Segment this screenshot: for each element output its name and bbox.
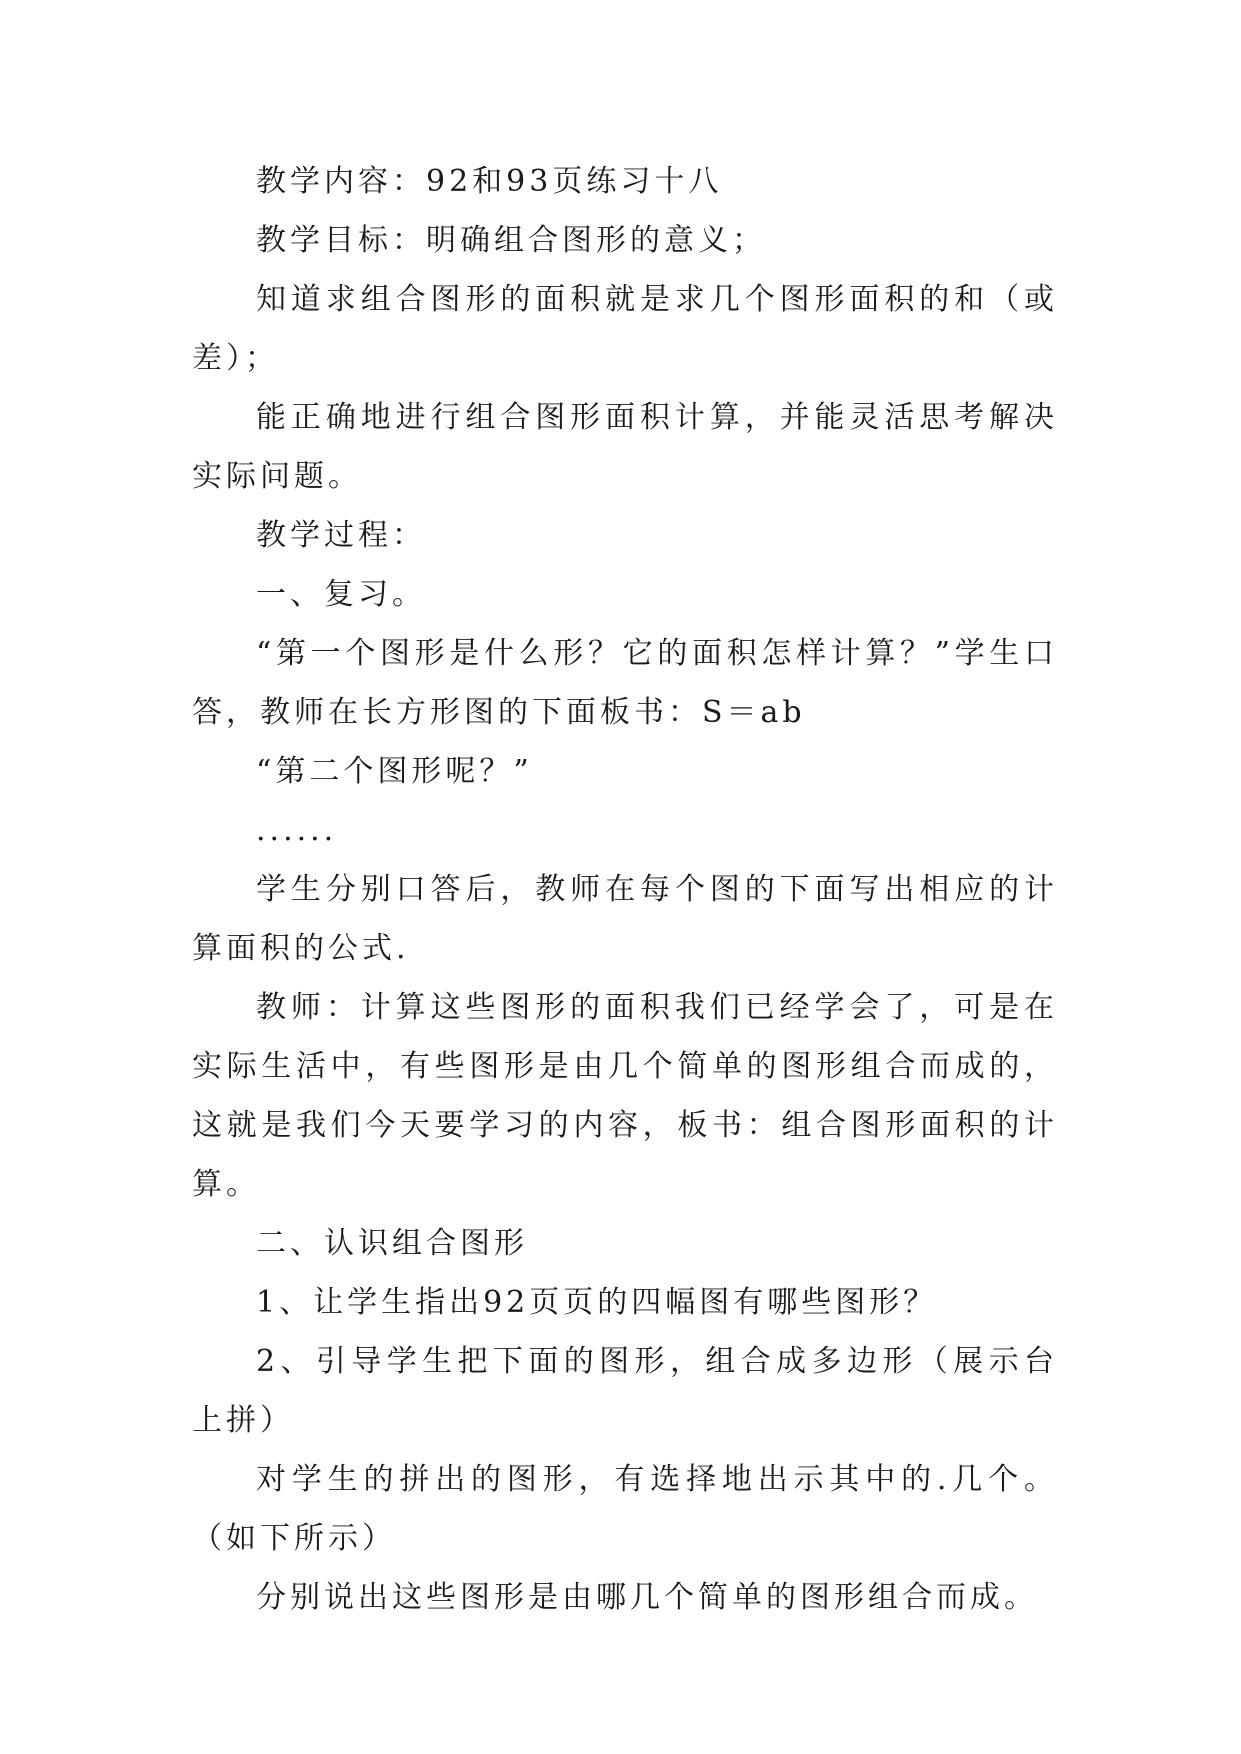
- paragraph-step-2: 2、引导学生把下面的图形，组合成多边形（展示台上拼）: [192, 1344, 1058, 1438]
- paragraph-teacher-intro: 教师：计算这些图形的面积我们已经学会了，可是在实际生活中，有些图形是由几个简单的图形组合而成的，这就是我们今天要学习的内容，板书：组合图形面积的计算。: [192, 990, 1058, 1202]
- paragraph-ellipsis: ......: [256, 813, 338, 848]
- heading-recognize-shapes: 二、认识组合图形: [256, 1226, 528, 1261]
- paragraph-show-shapes: 对学生的拼出的图形，有选择地出示其中的.几个。（如下所示）: [192, 1462, 1058, 1556]
- paragraph-goal-calculation: 能正确地进行组合图形面积计算，并能灵活思考解决实际问题。: [192, 400, 1058, 494]
- paragraph-first-shape: “第一个图形是什么形？它的面积怎样计算？”学生口答，教师在长方形图的下面板书：S＝ab: [192, 636, 1058, 730]
- paragraph-teaching-process: 教学过程：: [256, 518, 426, 553]
- paragraph-second-shape: “第二个图形呢？”: [256, 754, 533, 789]
- paragraph-goal-area-sum: 知道求组合图形的面积就是求几个图形面积的和（或差）；: [192, 282, 1058, 376]
- paragraph-teaching-content: 教学内容：92和93页练习十八: [256, 164, 723, 199]
- paragraph-describe-shapes: 分别说出这些图形是由哪几个简单的图形组合而成。: [256, 1580, 1038, 1615]
- heading-review: 一、复习。: [256, 577, 426, 612]
- paragraph-formulas: 学生分别口答后，教师在每个图的下面写出相应的计算面积的公式.: [192, 872, 1058, 966]
- paragraph-teaching-goal: 教学目标：明确组合图形的意义；: [256, 223, 766, 258]
- paragraph-step-1: 1、让学生指出92页页的四幅图有哪些图形？: [256, 1285, 938, 1320]
- document-body: [192, 152, 1058, 1627]
